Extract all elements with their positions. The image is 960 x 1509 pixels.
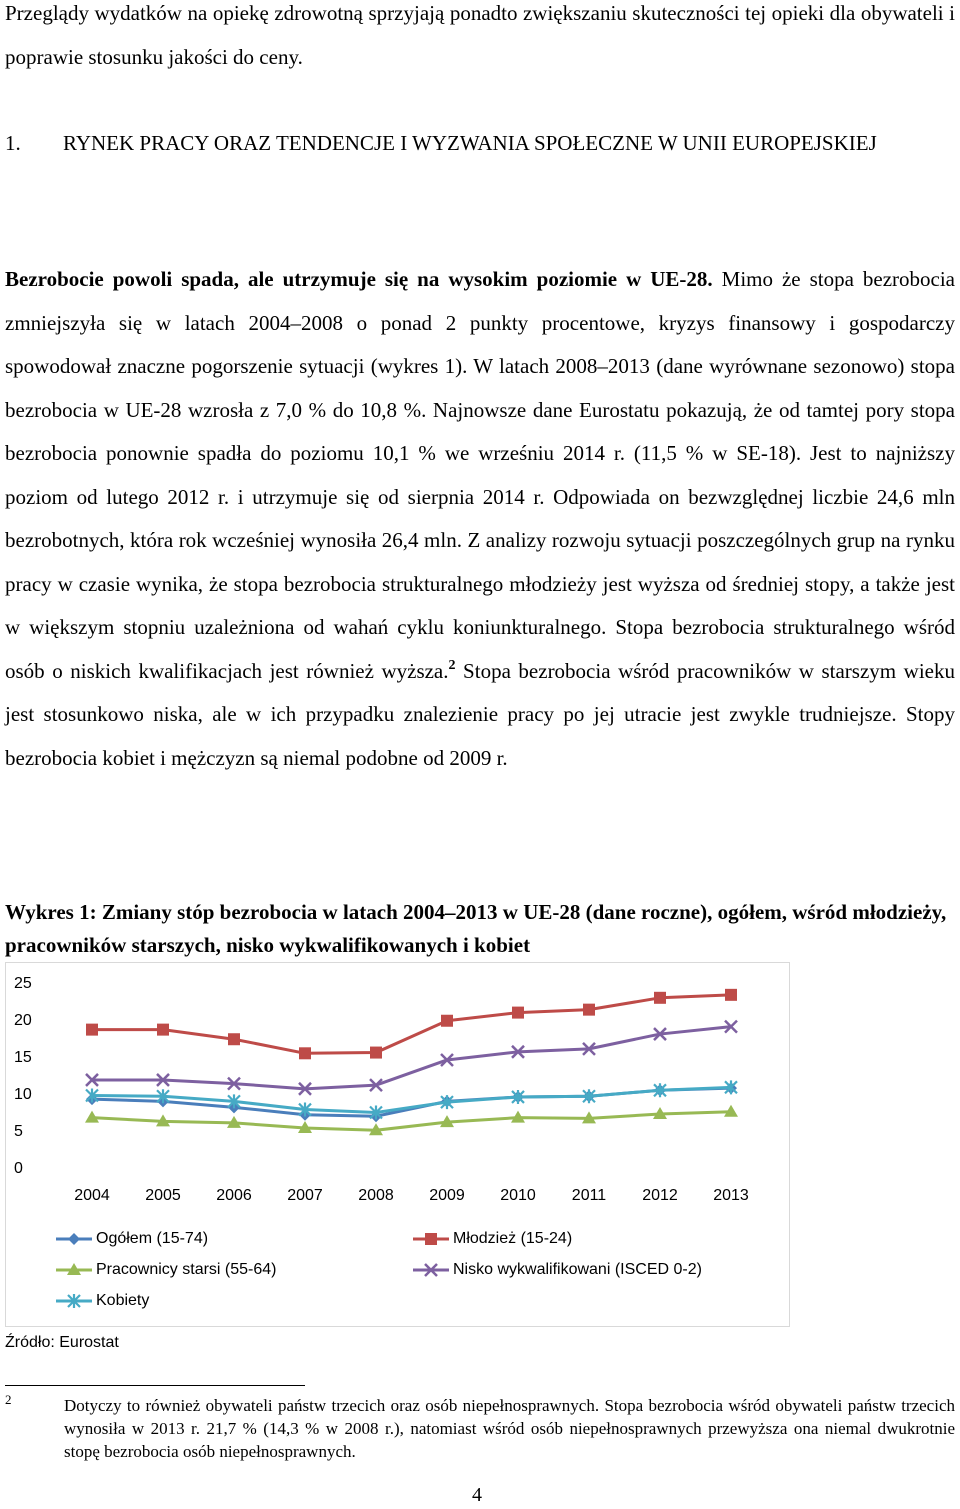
figure-caption: Wykres 1: Zmiany stóp bezrobocia w latach 2004–2013 w UE-28 (dane roczne), ogółem, wśród młodzieży, pracowników starszych, nisko wykwalifikowanych i kobiet	[5, 900, 947, 957]
data-point	[512, 1007, 524, 1019]
legend-item	[413, 1228, 572, 1250]
x-tick-label: 2004	[74, 1187, 110, 1204]
legend-label: Nisko wykwalifikowani (ISCED 0-2)	[453, 1261, 702, 1278]
body-text-continued: Stopa bezrobocia wśród pracowników w starszym wieku jest stosunkowo niska, ale w ich przypadku znalezienie pracy po jej utracie jest zwykle trudniejsze. Stopy bezrobocia kobiet i mężczyzn są niemal podobne od 2009 r.	[5, 658, 955, 770]
legend-swatch	[56, 1231, 92, 1247]
data-point	[441, 1015, 453, 1027]
x-tick-label: 2013	[713, 1187, 749, 1204]
footnote-separator	[5, 1385, 305, 1386]
y-tick-label: 20	[14, 1012, 32, 1029]
y-tick-label: 0	[14, 1160, 23, 1177]
footnote-reference[interactable]: 2	[448, 657, 456, 673]
legend-swatch	[413, 1231, 449, 1247]
legend-marker	[68, 1233, 80, 1245]
x-tick-label: 2011	[571, 1187, 607, 1204]
data-point	[654, 992, 666, 1004]
x-tick-label: 2010	[500, 1187, 536, 1204]
series-line	[92, 995, 731, 1053]
x-tick-label: 2006	[216, 1187, 252, 1204]
series-line	[92, 1087, 731, 1112]
legend-item	[56, 1290, 149, 1312]
x-tick-label: 2007	[287, 1187, 323, 1204]
series-square	[86, 989, 737, 1059]
legend-swatch	[56, 1262, 92, 1278]
body-text: Mimo że stopa bezrobocia zmniejszyła się w latach 2004–2008 o ponad 2 punkty procentowe, kryzys finansowy i gospodarczy spowodował znaczne pogorszenie sytuacji (wykres 1). W latach 2008–2013 (dane wyrównane sezonowo) stopa bezrobocia w UE-28 wzrosła z 7,0 % do 10,8 %. Najnowsze dane Eurostatu pokazują, że od tamtej pory stopa bezrobocia ponownie spadła do poziomu 10,1 % we wrześniu 2014 r. (11,5 % w SE-18). Jest to najniższy poziom od lutego 2012 r. i utrzymuje się od sierpnia 2014 r. Odpowiada on bezwzględnej liczbie 24,6 mln bezrobotnych, która rok wcześniej wynosiła 26,4 mln. Z analizy rozwoju sytuacji poszczególnych grup na rynku pracy w czasie wynika, że stopa bezrobocia strukturalnego młodzieży jest wyższa od średniej stopy, a także jest w większym stopniu uzależniona od wahań cyklu koniunkturalnego. Stopa bezrobocia strukturalnego wśród osób o niskich kwalifikacjach jest również wyższa.	[5, 267, 955, 683]
legend-item	[56, 1259, 277, 1281]
x-tick-label: 2009	[429, 1187, 465, 1204]
data-point	[370, 1047, 382, 1059]
legend-label: Młodzież (15-24)	[453, 1230, 573, 1247]
data-point	[725, 989, 737, 1001]
legend-label: Kobiety	[96, 1292, 150, 1309]
intro-paragraph: Przeglądy wydatków na opiekę zdrowotną sprzyjają ponadto zwiększaniu skuteczności tej opieki dla obywateli i poprawie stosunku jakości do ceny.	[5, 1, 955, 69]
legend-label: Ogółem (15-74)	[96, 1230, 209, 1247]
page-number: 4	[472, 1484, 482, 1506]
y-tick-label: 10	[14, 1086, 32, 1103]
unemployment-chart	[5, 962, 790, 1327]
legend-label: Pracownicy starsi (55-64)	[96, 1261, 277, 1278]
data-point	[157, 1024, 169, 1036]
series-line	[92, 1112, 731, 1131]
legend-item	[56, 1228, 208, 1250]
y-tick-label: 5	[14, 1123, 23, 1140]
section-title: RYNEK PRACY ORAZ TENDENCJE I WYZWANIA SPOŁECZNE W UNII EUROPEJSKIEJ	[63, 131, 877, 155]
x-tick-label: 2005	[145, 1187, 181, 1204]
y-tick-label: 15	[14, 1049, 32, 1066]
legend-swatch	[56, 1293, 92, 1309]
data-point	[86, 1024, 98, 1036]
y-tick-label: 25	[14, 975, 32, 992]
chart-source: Źródło: Eurostat	[5, 1334, 119, 1351]
section-number: 1.	[5, 131, 21, 155]
footnote-text: Dotyczy to również obywateli państw trzecich oraz osób niepełnosprawnych. Stopa bezrobocia wśród obywateli państw trzecich wynosiła w 2013 r. 21,7 % (14,3 % w 2008 r.), natomiast wśród osób niepełnosprawnych przewyższa ona niemal dwukrotnie stopę bezrobocia osób niepełnosprawnych.	[64, 1396, 955, 1461]
legend-item	[413, 1259, 702, 1281]
data-point	[299, 1047, 311, 1059]
legend-marker	[425, 1233, 437, 1245]
main-paragraph	[5, 258, 955, 780]
x-tick-label: 2008	[358, 1187, 394, 1204]
series-asterisk	[86, 1080, 737, 1119]
data-point	[583, 1004, 595, 1016]
data-point	[228, 1033, 240, 1045]
section-heading	[5, 120, 877, 167]
lead-sentence: Bezrobocie powoli spada, ale utrzymuje się na wysokim poziomie w UE-28.	[5, 267, 713, 291]
legend-swatch	[413, 1262, 449, 1278]
x-tick-label: 2012	[642, 1187, 678, 1204]
footnote-number: 2	[5, 1392, 12, 1407]
